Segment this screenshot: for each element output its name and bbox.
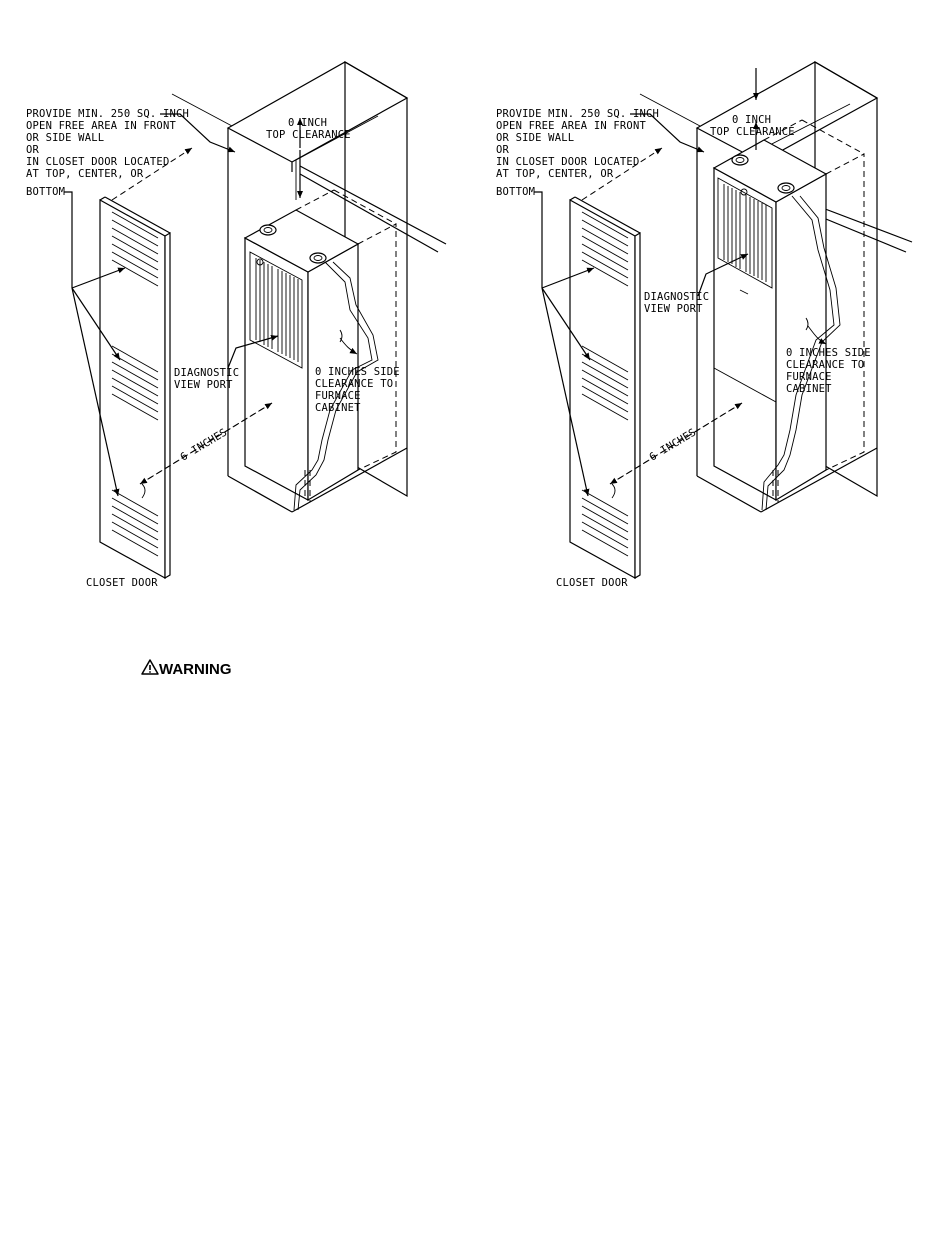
free-area-note-line-4-left: OR — [26, 144, 40, 156]
collar-right-a — [732, 155, 748, 165]
warning-label: WARNING — [159, 661, 232, 678]
diagnostic-line-1-left: DIAGNOSTIC — [174, 367, 240, 379]
free-area-note-line-3-right: OR SIDE WALL — [496, 132, 575, 144]
top-clearance-line-1-left: 0 INCH — [288, 117, 328, 129]
figure-right-counterflow — [496, 62, 912, 589]
free-area-note-line-5-right: IN CLOSET DOOR LOCATED — [496, 156, 640, 168]
collar-left-a — [260, 225, 276, 235]
free-area-note-line-1-right: PROVIDE MIN. 250 SQ. INCH — [496, 108, 660, 120]
free-area-note-line-4-right: OR — [496, 144, 510, 156]
side-clearance-line-4-left: CABINET — [315, 402, 361, 414]
front-clearance-right: 6 INCHES — [647, 426, 699, 464]
warning-triangle-icon — [142, 660, 158, 674]
leader-bottom-left — [64, 192, 72, 288]
diagnostic-line-1-right: DIAGNOSTIC — [644, 291, 710, 303]
side-clearance-line-3-right: FURNACE — [786, 371, 832, 383]
free-area-note-line-2-left: OPEN FREE AREA IN FRONT — [26, 120, 176, 132]
free-area-note-line-6-right: AT TOP, CENTER, OR — [496, 168, 614, 180]
side-clearance-line-2-left: CLEARANCE TO — [315, 378, 394, 390]
closet-door-left — [100, 197, 170, 578]
side-clearance-line-1-left: 0 INCHES SIDE — [315, 366, 400, 378]
side-clearance-line-3-left: FURNACE — [315, 390, 361, 402]
free-area-note-line-7-right: BOTTOM — [496, 186, 536, 198]
free-area-note-line-1-left: PROVIDE MIN. 250 SQ. INCH — [26, 108, 190, 120]
collar-left-b — [310, 253, 326, 263]
side-clearance-line-1-right: 0 INCHES SIDE — [786, 347, 871, 359]
free-area-note-line-5-left: IN CLOSET DOOR LOCATED — [26, 156, 170, 168]
side-clearance-line-4-right: CABINET — [786, 383, 832, 395]
free-area-note-line-7-left: BOTTOM — [26, 186, 66, 198]
free-area-note-line-3-left: OR SIDE WALL — [26, 132, 105, 144]
free-area-note-line-6-left: AT TOP, CENTER, OR — [26, 168, 144, 180]
leader-bottom-right — [534, 192, 542, 288]
closet-door-right — [570, 197, 640, 578]
top-clearance-line-2-right: TOP CLEARANCE — [710, 126, 795, 138]
door-label-left: CLOSET DOOR — [86, 577, 158, 589]
warning-heading — [142, 660, 232, 678]
diagnostic-line-2-right: VIEW PORT — [644, 303, 703, 315]
side-clearance-line-2-right: CLEARANCE TO — [786, 359, 865, 371]
diagnostic-line-2-left: VIEW PORT — [174, 379, 233, 391]
front-clearance-left: 6 INCHES — [178, 426, 230, 464]
door-label-right: CLOSET DOOR — [556, 577, 628, 589]
top-clearance-line-2-left: TOP CLEARANCE — [266, 129, 351, 141]
top-clearance-line-1-right: 0 INCH — [732, 114, 772, 126]
figure-left-upflow — [26, 62, 446, 589]
free-area-note-line-2-right: OPEN FREE AREA IN FRONT — [496, 120, 646, 132]
collar-right-b — [778, 183, 794, 193]
